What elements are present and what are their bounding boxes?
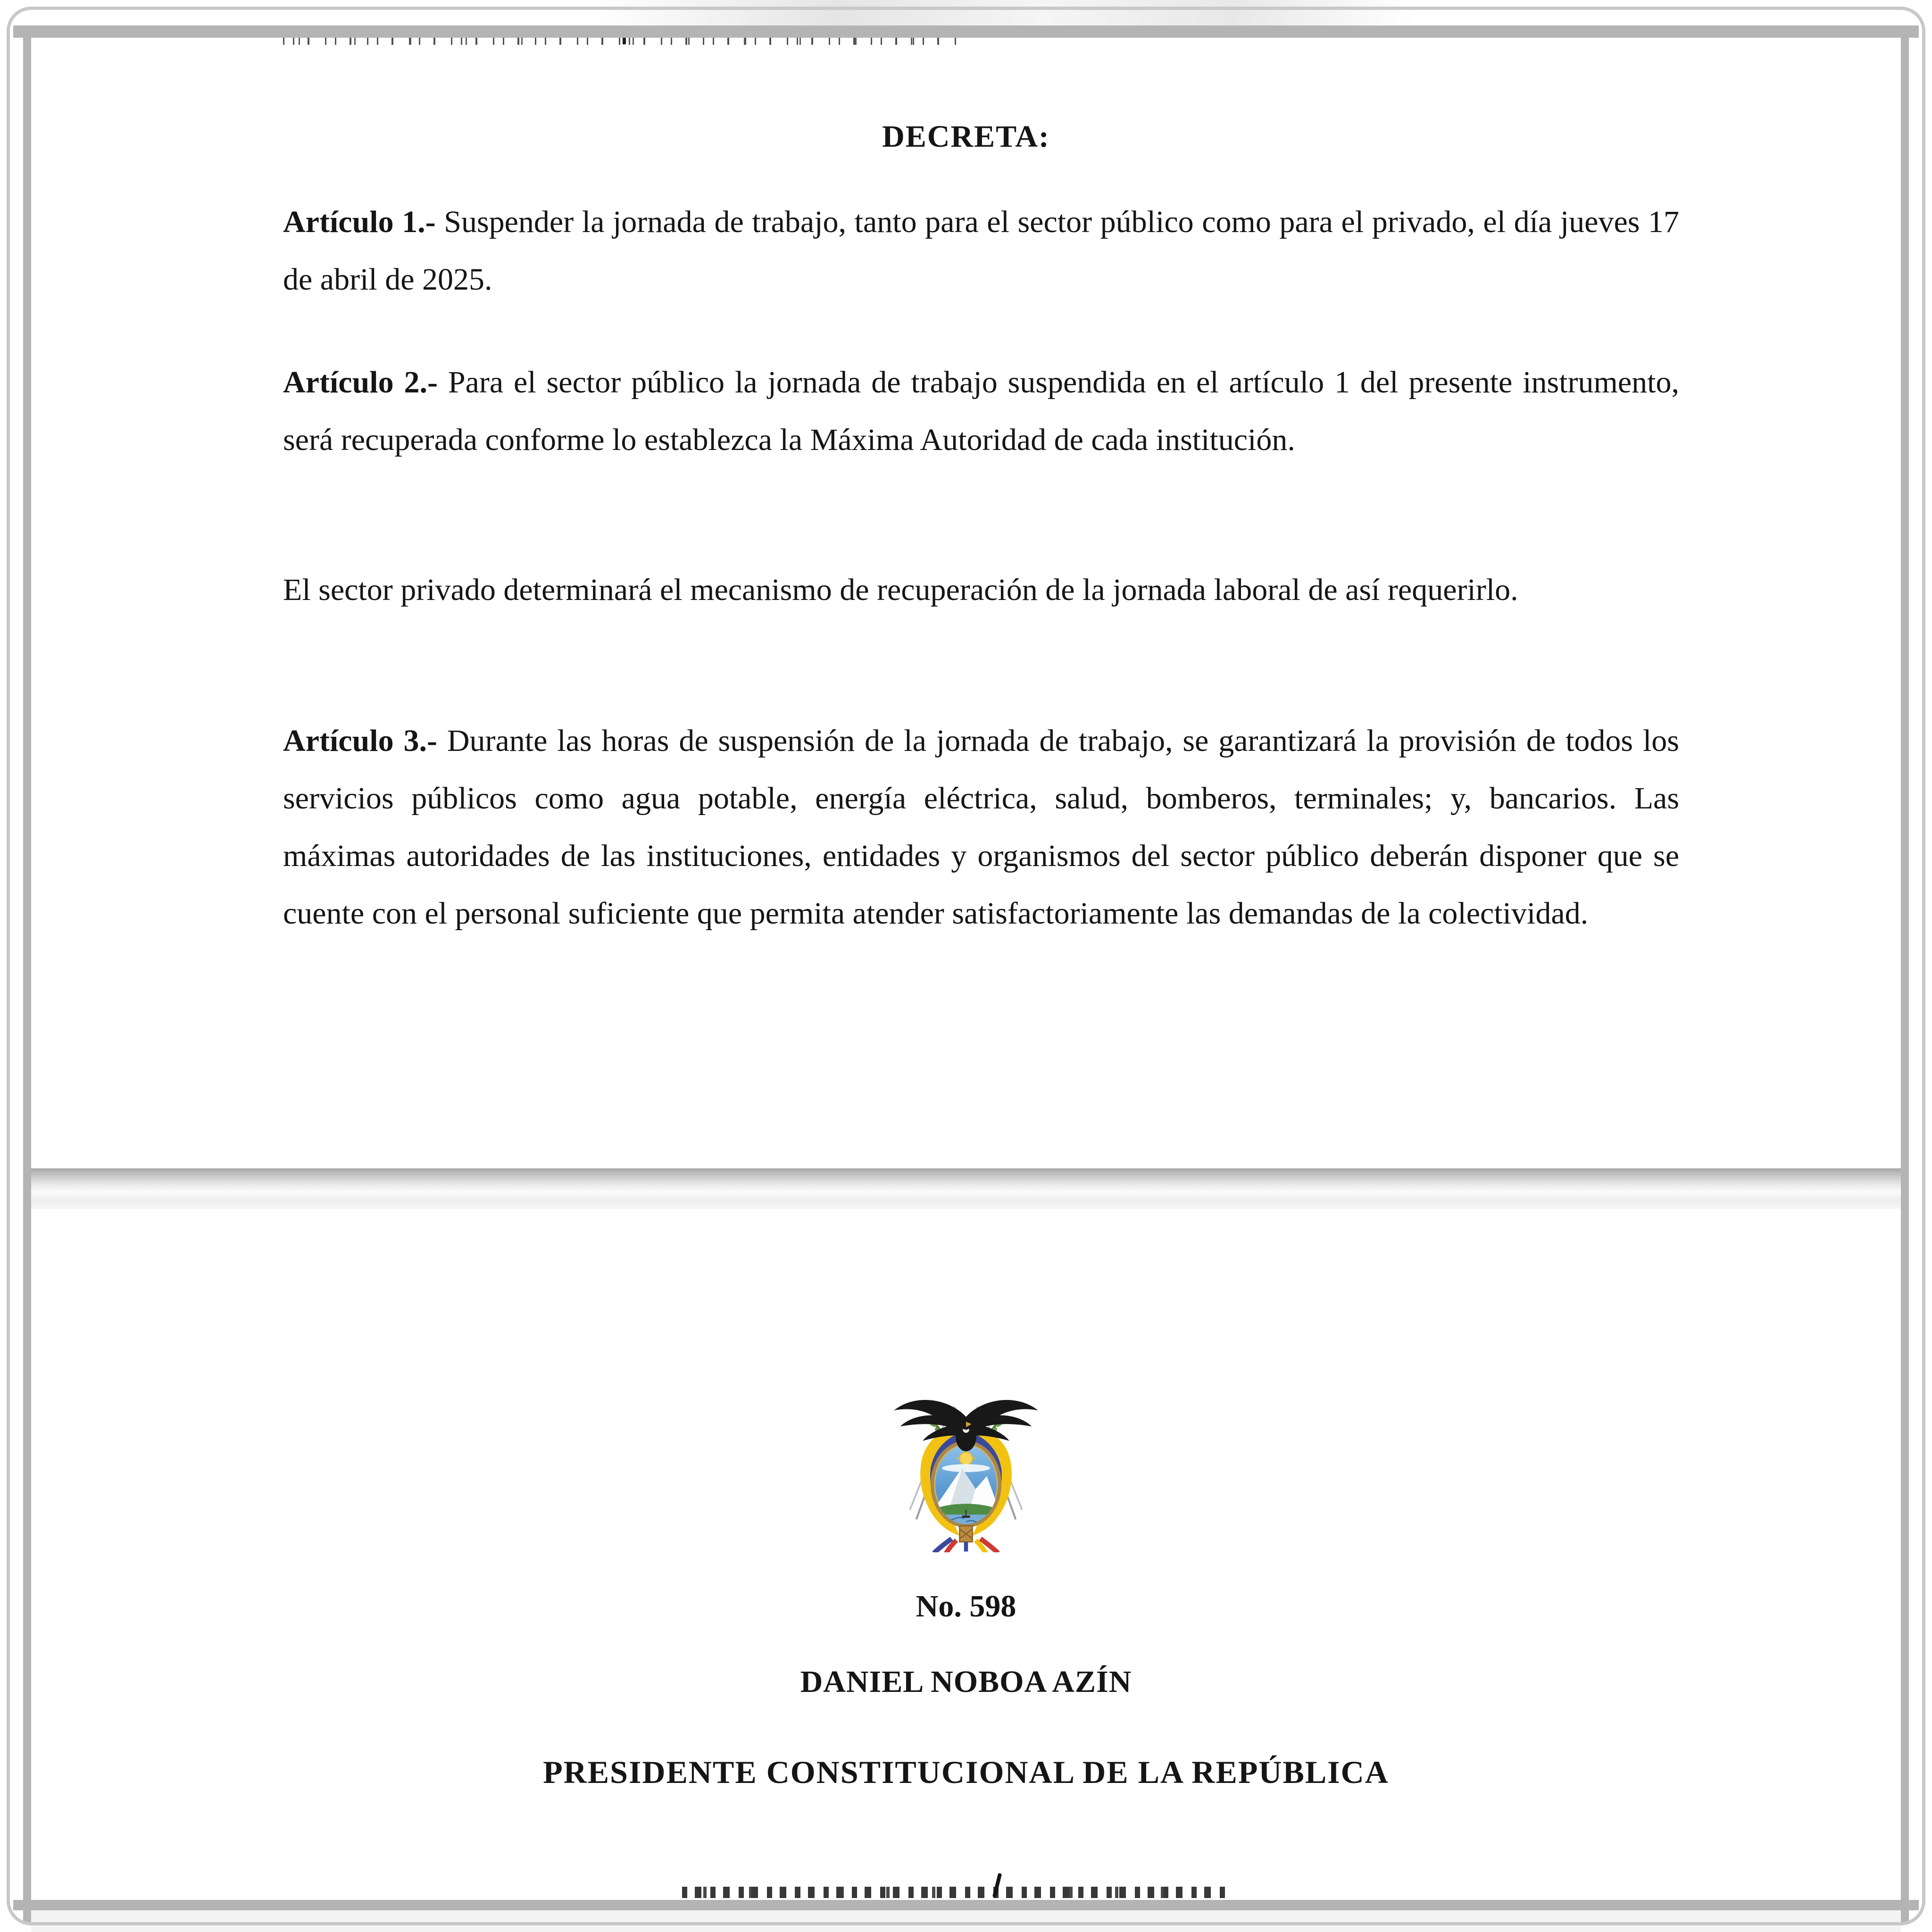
article-1-label: Artículo 1.-	[283, 205, 444, 239]
decree-number: No. 598	[916, 1589, 1016, 1624]
private-sector-text: El sector privado determinará el mecanismo de recuperación de la jornada laboral de así requerirlo.	[283, 573, 1518, 607]
ecuador-coat-of-arms-icon	[886, 1390, 1046, 1552]
president-name: DANIEL NOBOA AZÍN	[800, 1665, 1132, 1699]
viewport-right-edge	[1901, 33, 1909, 1924]
page-2	[31, 1209, 1901, 1900]
article-1-text: Suspender la jornada de trabajo, tanto para el sector público como para el privado, el día jueves 17 de abril de 2025.	[283, 205, 1679, 297]
private-sector-paragraph	[283, 561, 1679, 619]
decree-heading: DECRETA:	[882, 119, 1050, 154]
clipped-text-line-bottom	[682, 1887, 1229, 1898]
article-3-text: Durante las horas de suspensión de la jornada de trabajo, se garantizará la provisión de todos los servicios públicos como agua potable, energía eléctrica, salud, bomberos, terminales; y, bancarios. Las máximas autoridades de las instituciones, entidades y organismos del sector público deberán disponer que se cuente con el personal suficiente que permita atender satisfactoriamente las demandas de la colectividad.	[283, 724, 1679, 931]
viewport-bottom-edge	[13, 1900, 1919, 1910]
below-page-area	[31, 1910, 1901, 1932]
top-shadow-gradient	[590, 0, 1415, 25]
clipped-text-line-top	[283, 38, 958, 45]
viewport-top-edge	[13, 25, 1919, 38]
article-1	[283, 193, 1679, 308]
page-divider	[31, 1168, 1901, 1209]
page-1	[31, 38, 1901, 1168]
president-title: PRESIDENTE CONSTITUCIONAL DE LA REPÚBLICA	[543, 1754, 1389, 1790]
article-3-label: Artículo 3.-	[283, 724, 447, 758]
article-3	[283, 712, 1679, 942]
article-2	[283, 354, 1679, 469]
article-2-label: Artículo 2.-	[283, 365, 448, 400]
article-2-text: Para el sector público la jornada de trabajo suspendida en el artículo 1 del presente instrumento, será recuperada conforme lo establezca la Máxima Autoridad de cada institución.	[283, 365, 1680, 457]
viewport-left-edge	[23, 33, 31, 1924]
